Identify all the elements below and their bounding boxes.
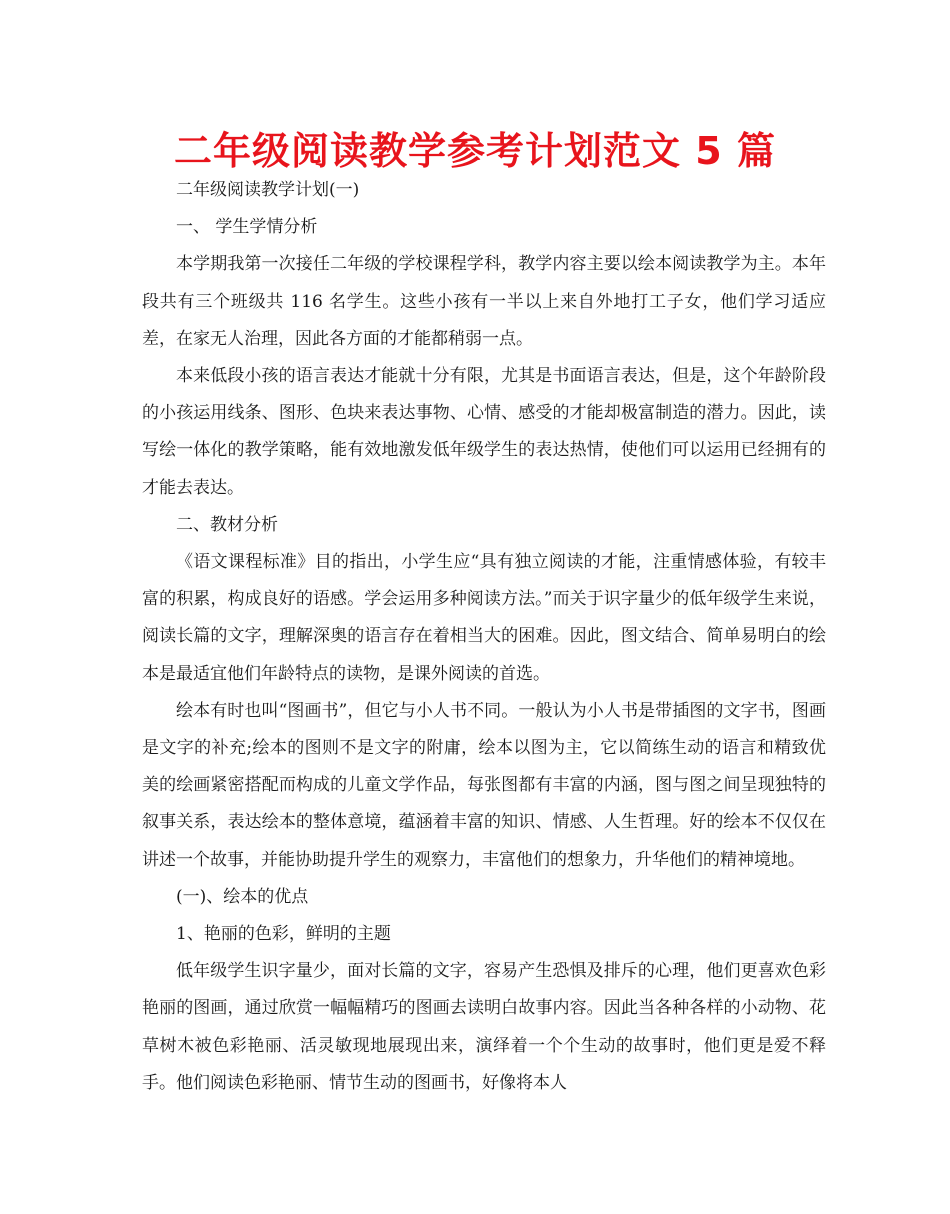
body-paragraph: 本学期我第一次接任二年级的学校课程学科，教学内容主要以绘本阅读教学为主。本年段共有三个班级共 116 名学生。这些小孩有一半以上来自外地打工子女，他们学习适应差，在家无人治理，因此各方面的才能都稍弱一点。 — [142, 254, 826, 349]
section-heading: (一)、绘本的优点 — [176, 886, 309, 907]
document-title: 二年级阅读教学参考计划范文 5 篇 — [174, 129, 776, 173]
section-heading: 1、艳丽的色彩，鲜明的主题 — [176, 924, 391, 945]
body-paragraph: 《语文课程标准》目的指出，小学生应“具有独立阅读的才能，注重情感体验，有较丰富的积累，构成良好的语感。学会运用多种阅读方法。”而关于识字量少的低年级学生来说，阅读长篇的文字，理解深奥的语言存在着相当大的困难。因此，图文结合、简单易明白的绘本是最适宜他们年龄特点的读物，是课外阅读的首选。 — [142, 552, 826, 684]
body-paragraph: 绘本有时也叫“图画书”，但它与小人书不同。一般认为小人书是带插图的文字书，图画是文字的补充;绘本的图则不是文字的附庸，绘本以图为主，它以简练生动的语言和精致优美的绘画紧密搭配而构成的儿童文学作品，每张图都有丰富的内涵，图与图之间呈现独特的叙事关系，表达绘本的整体意境，蕴涵着丰富的知识、情感、人生哲理。好的绘本不仅仅在讲述一个故事，并能协助提升学生的观察力，丰富他们的想象力，升华他们的精神境地。 — [142, 700, 826, 870]
section-heading: 一、 学生学情分析 — [176, 217, 318, 238]
document-body — [142, 172, 826, 1102]
section-heading: 二年级阅读教学计划(一) — [176, 180, 360, 200]
body-paragraph: 低年级学生识字量少，面对长篇的文字，容易产生恐惧及排斥的心理，他们更喜欢色彩艳丽的图画，通过欣赏一幅幅精巧的图画去读明白故事内容。因此当各种各样的小动物、花草树木被色彩艳丽、活灵敏现地展现出来，演绎着一个个生动的故事时，他们更是爱不释手。他们阅读色彩艳丽、情节生动的图画书，好像将本人 — [142, 961, 826, 1093]
section-heading: 二、教材分析 — [176, 514, 278, 535]
body-paragraph: 本来低段小孩的语言表达才能就十分有限，尤其是书面语言表达，但是，这个年龄阶段的小孩运用线条、图形、色块来表达事物、心情、感受的才能却极富制造的潜力。因此，读写绘一体化的教学策略，能有效地激发低年级学生的表达热情，使他们可以运用已经拥有的才能去表达。 — [142, 366, 826, 498]
